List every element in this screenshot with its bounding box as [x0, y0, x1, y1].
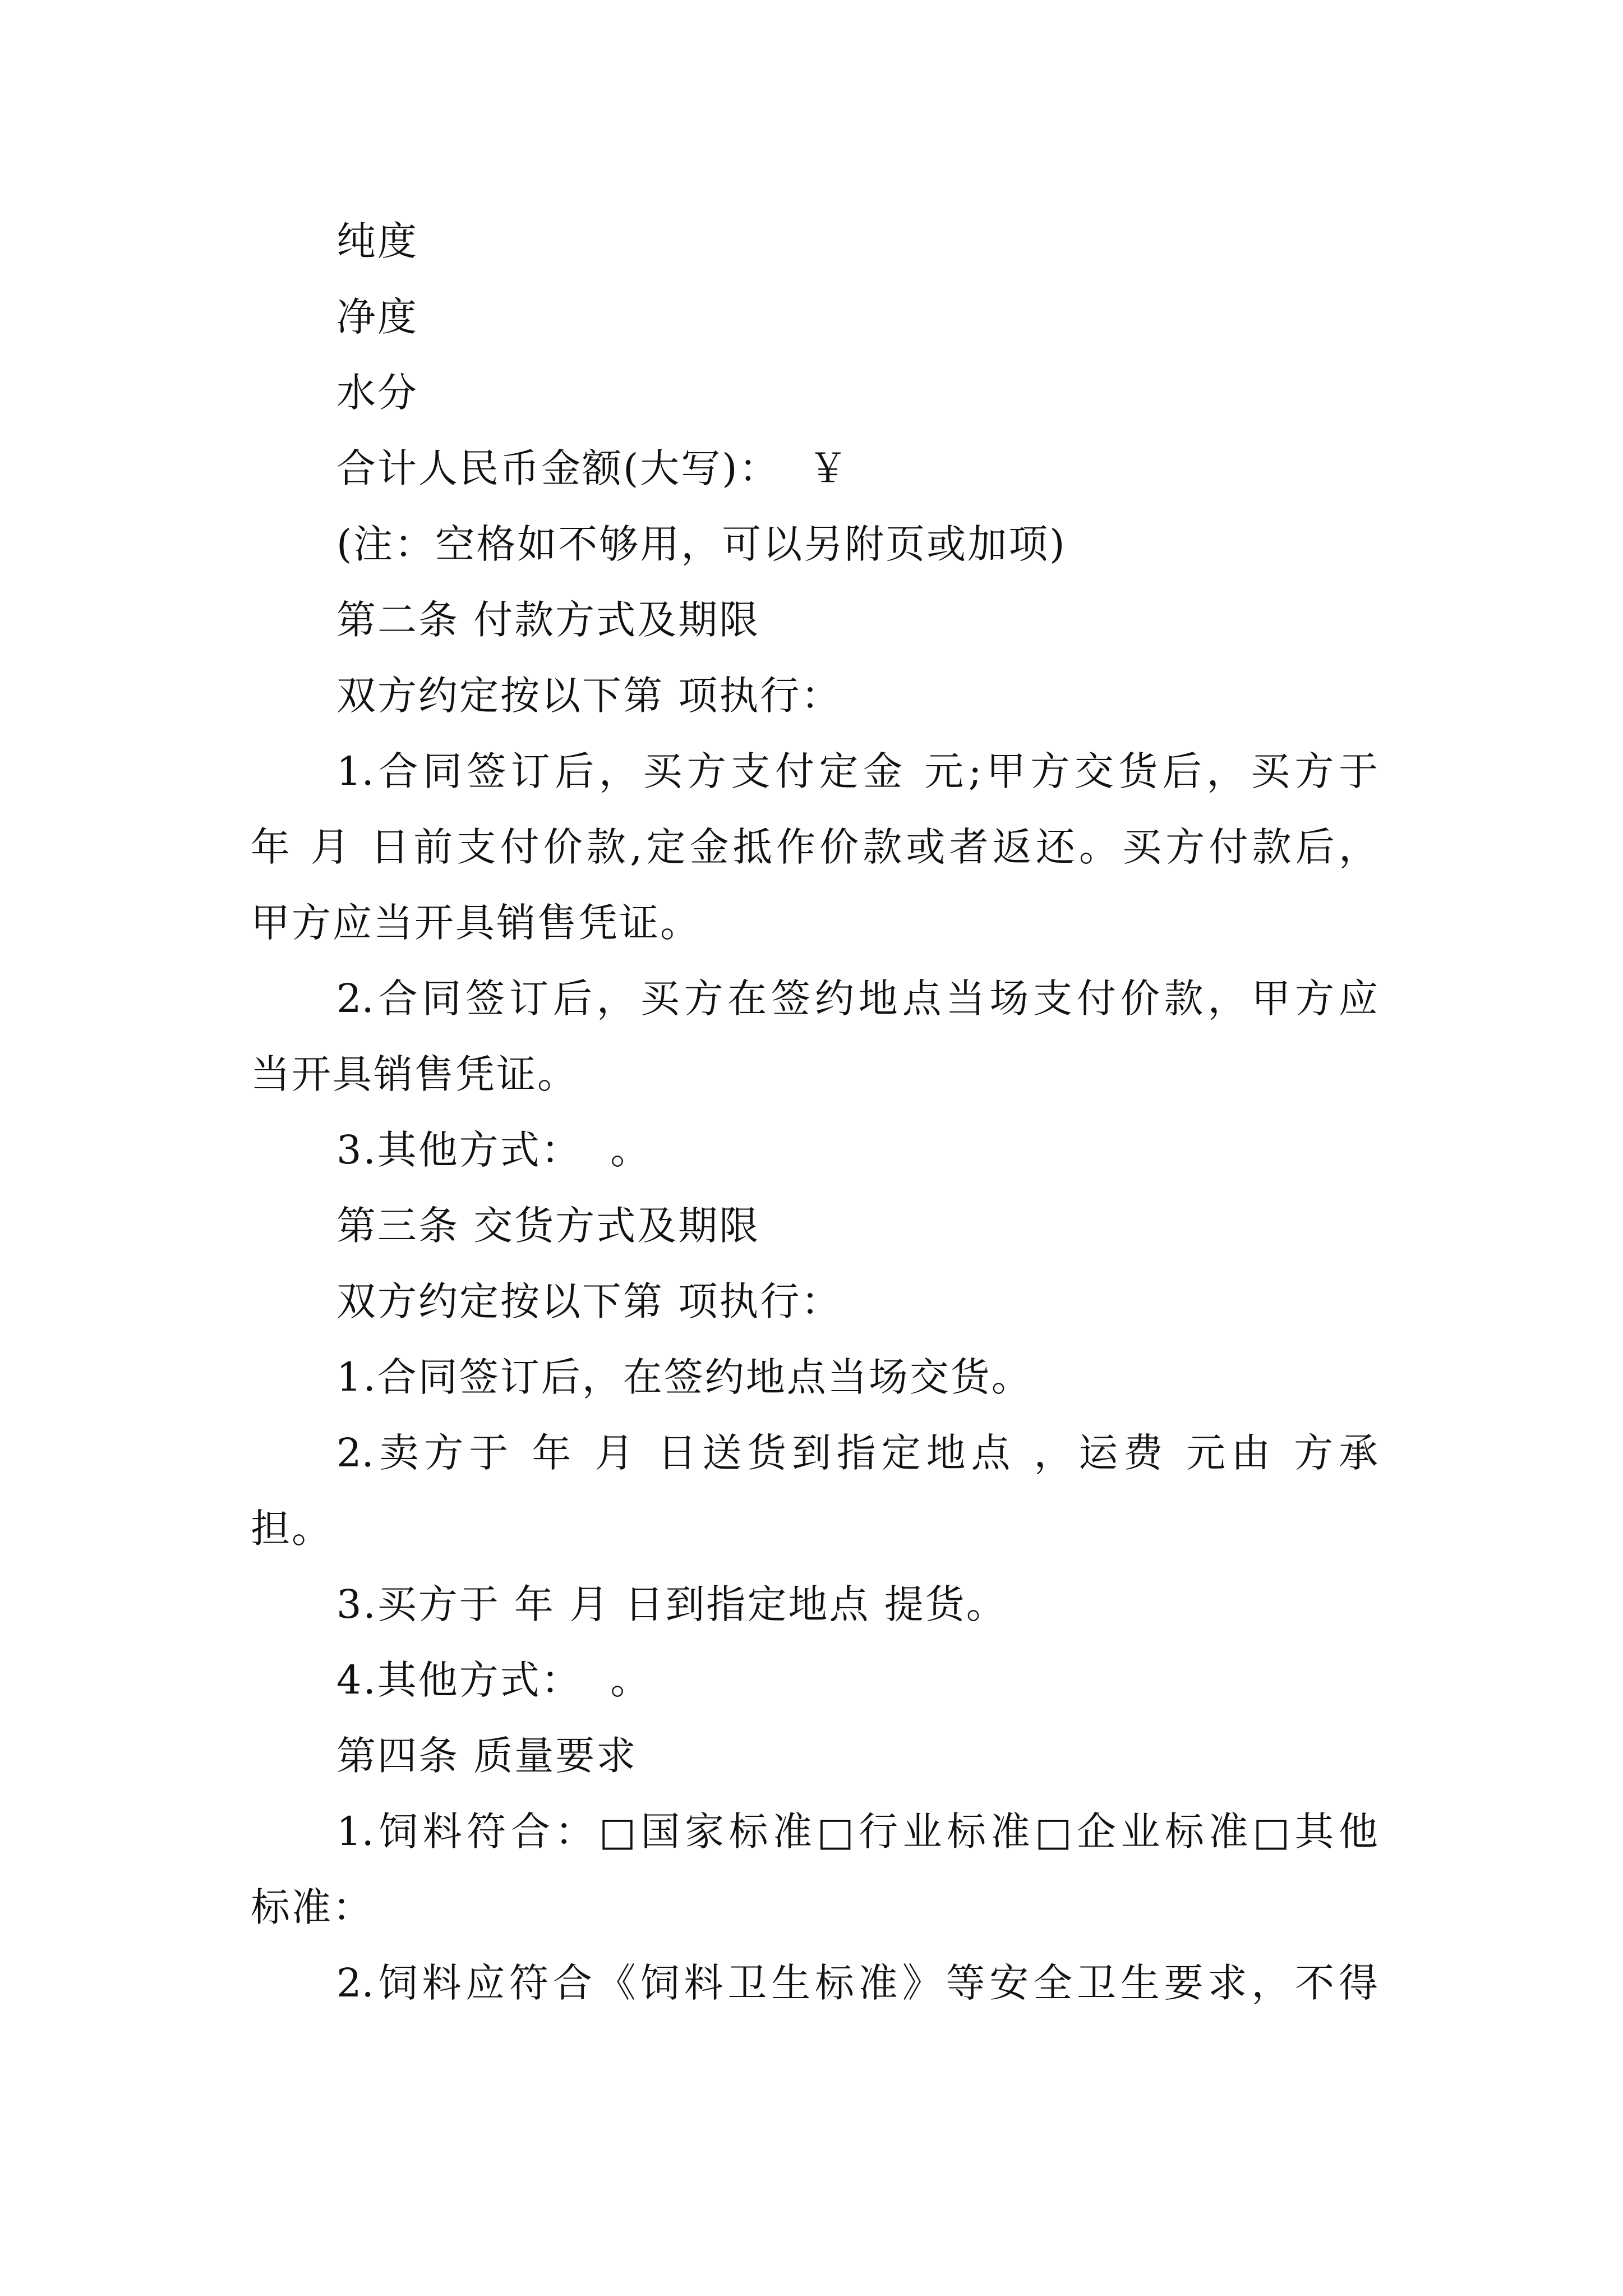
- article-4-item-1-line-1: 1.饲料符合：□国家标准□行业标准□企业标准□其他: [336, 1809, 1378, 1855]
- article-4-item-2-line-1: 2.饲料应符合《饲料卫生标准》等安全卫生要求，不得: [336, 1960, 1378, 2006]
- article-2-item-1-line-3: 甲方应当开具销售凭证。: [251, 900, 701, 946]
- item-cleanliness: 净度: [336, 294, 418, 340]
- article-2-item-2-line-1: 2.合同签订后，买方在签约地点当场支付价款，甲方应: [336, 976, 1378, 1022]
- article-3-item-2-line-1: 2.卖方于 年 月 日送货到指定地点 ，运费 元由 方承: [336, 1430, 1378, 1476]
- article-3-intro: 双方约定按以下第 项执行：: [336, 1278, 842, 1324]
- item-purity: 纯度: [336, 218, 418, 264]
- article-2-heading: 第二条 付款方式及期限: [336, 597, 760, 643]
- note-line: (注：空格如不够用，可以另附页或加项): [336, 521, 1067, 567]
- article-3-item-4: 4.其他方式： 。: [336, 1657, 652, 1703]
- article-2-item-1-line-2: 年 月 日前支付价款,定金抵作价款或者返还。买方付款后，: [251, 824, 1378, 870]
- article-4-heading: 第四条 质量要求: [336, 1733, 638, 1779]
- total-amount-line: 合计人民币金额(大写)： ￥: [336, 445, 850, 491]
- article-2-item-2-line-2: 当开具销售凭证。: [251, 1051, 578, 1097]
- article-2-item-3: 3.其他方式： 。: [336, 1127, 652, 1173]
- article-3-item-2-line-2: 担。: [251, 1506, 333, 1552]
- article-2-item-1-line-1: 1.合同签订后，买方支付定金 元;甲方交货后，买方于: [336, 748, 1378, 794]
- article-2-intro: 双方约定按以下第 项执行：: [336, 673, 842, 719]
- item-moisture: 水分: [336, 370, 418, 416]
- article-4-item-1-line-2: 标准：: [251, 1884, 374, 1930]
- article-3-item-3: 3.买方于 年 月 日到指定地点 提货。: [336, 1581, 1007, 1627]
- article-3-item-1: 1.合同签订后，在签约地点当场交货。: [336, 1354, 1032, 1400]
- article-3-heading: 第三条 交货方式及期限: [336, 1203, 760, 1249]
